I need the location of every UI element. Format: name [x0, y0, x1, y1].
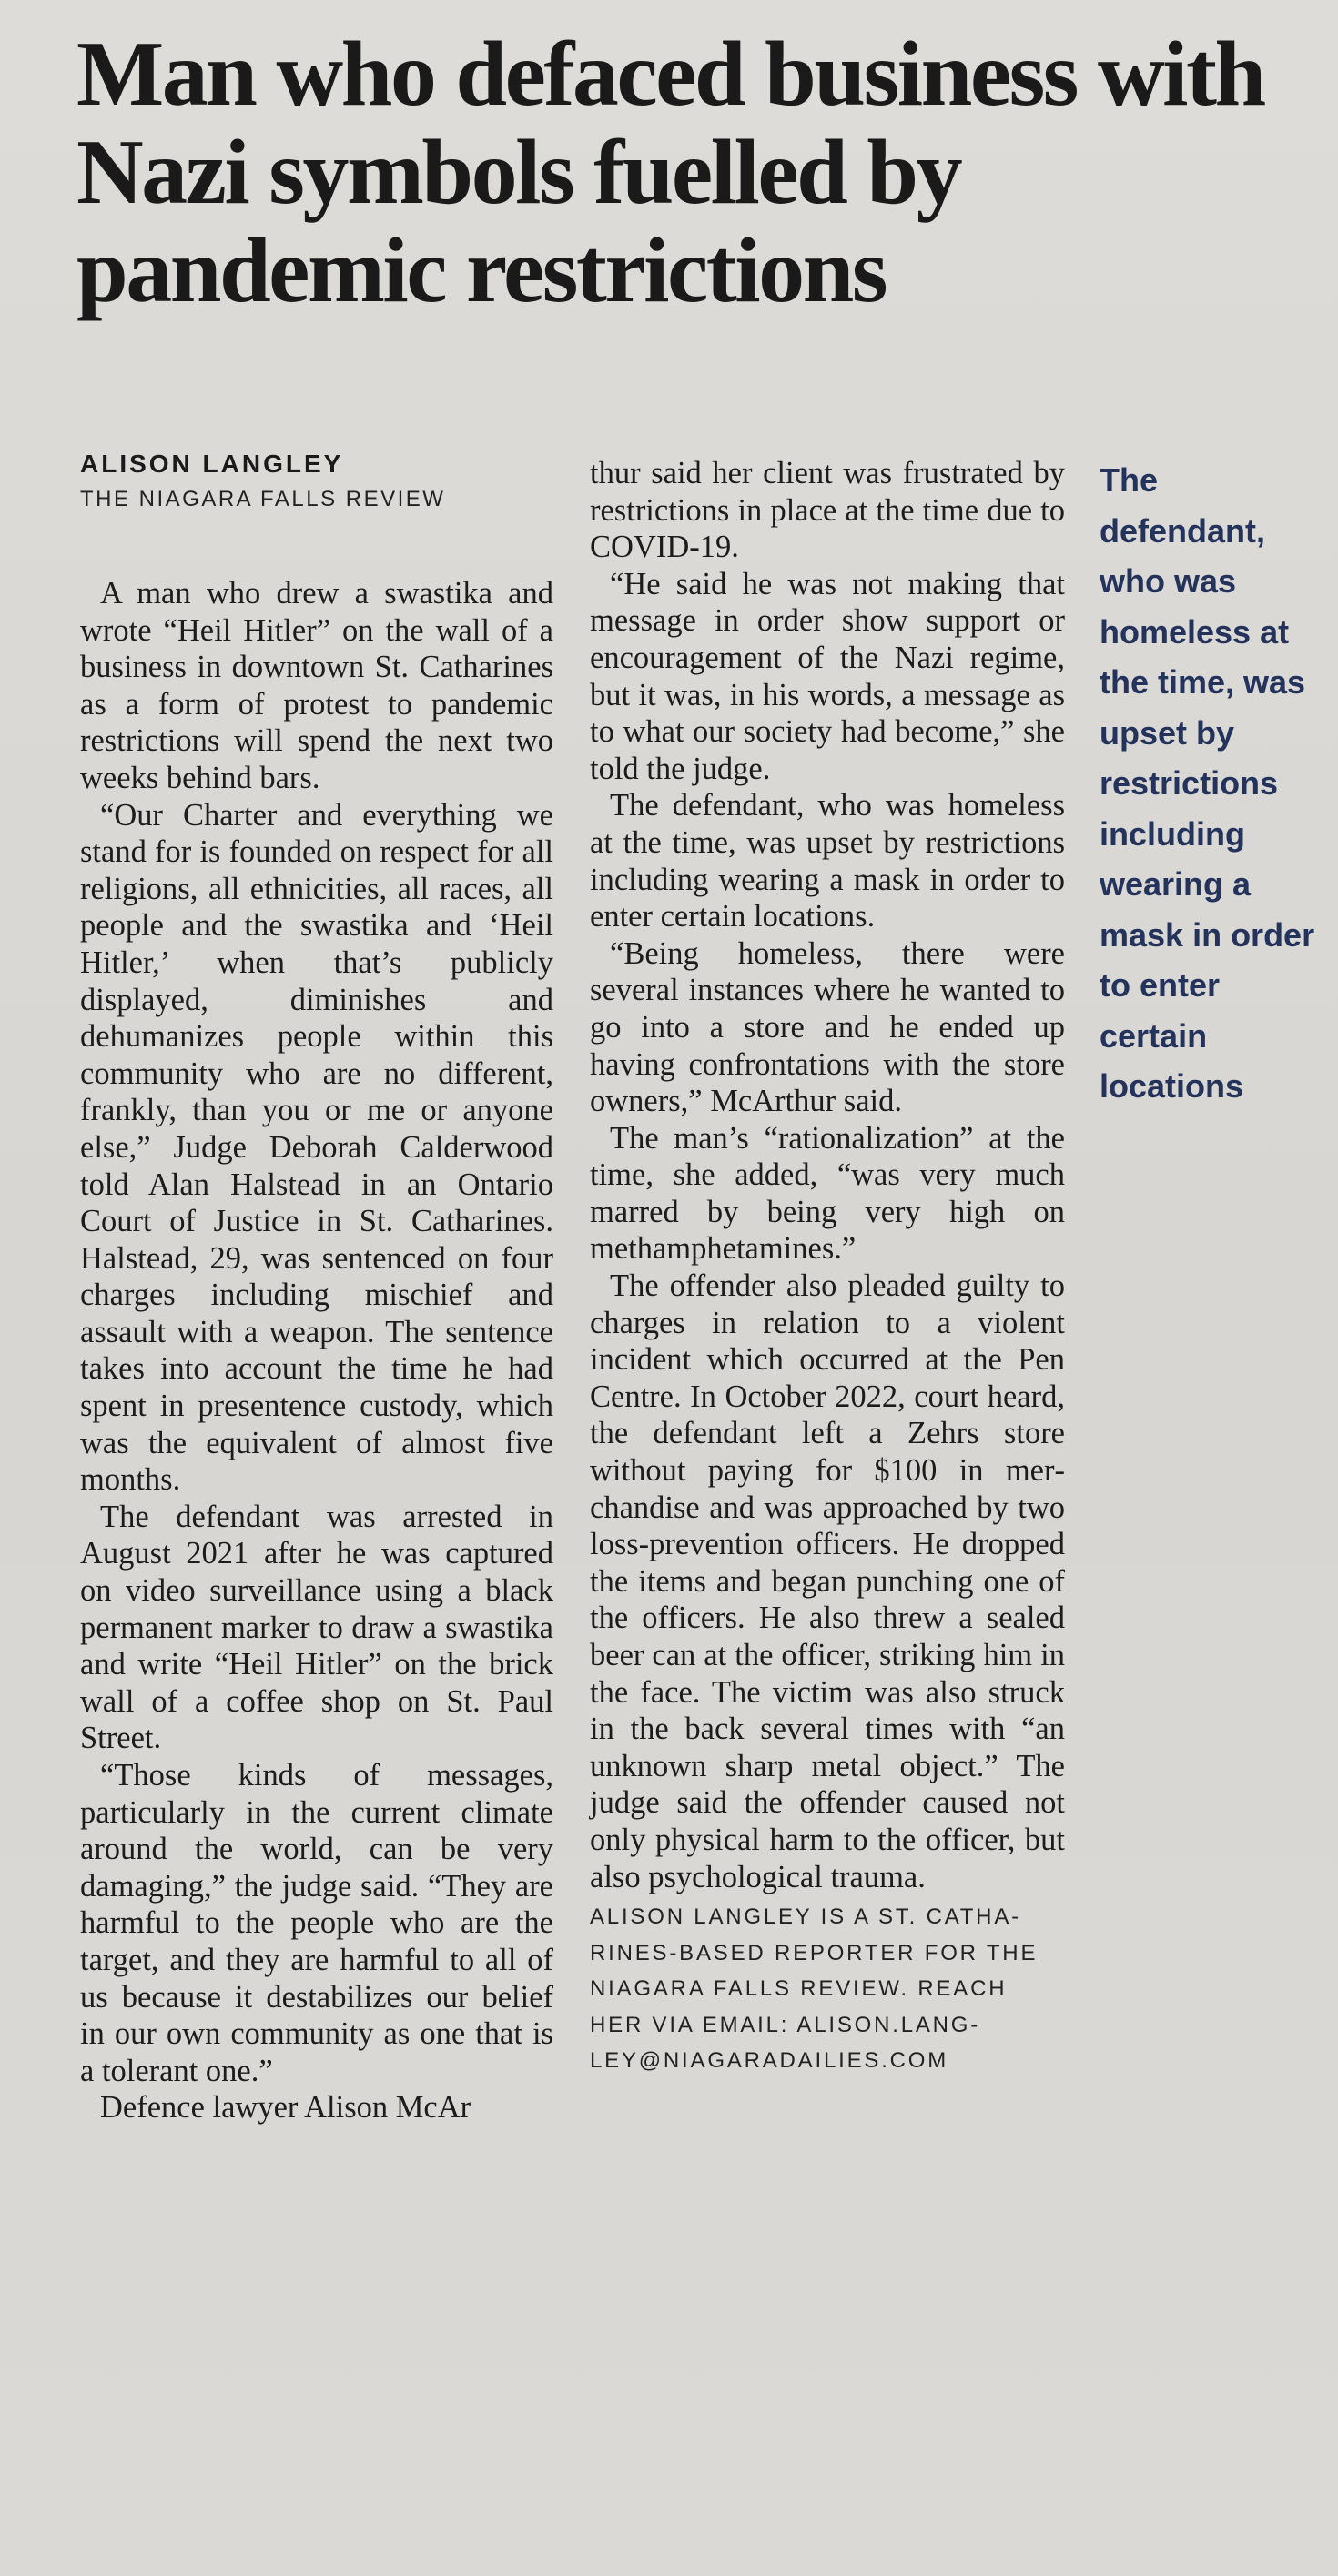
byline-author: ALISON LANGLEY — [80, 450, 344, 478]
paragraph: The man’s “rationalization” at the time, she added, “was very much marred by being very high on methamphetamines.” — [590, 1120, 1065, 1267]
article-column-1 — [80, 575, 553, 2126]
paragraph: thur said her client was frustrated by restrictions in place at the time due to COVID-19. — [590, 456, 1065, 565]
paragraph: The offender also pleaded guilty to charges in relation to a violent incident which occurred at the Pen Centre. In October 2022, court heard, the defendant left a Zehrs store without paying for $100 in merchandise and was approached by two loss-prevention officers. He dropped the items and began punching one of the officers. He also threw a sealed beer can at the officer, striking him in the face. The victim was also struck in the back several times with “an unknown sharp metal object.” The judge said the offender caused not only physical harm to the officer, but also psychological trauma. — [590, 1268, 1065, 1894]
article-column-2 — [590, 455, 1065, 2079]
author-tagline: ALISON LANGLEY IS A ST. CATHARINES-BASED REPORTER FOR THE NIAGARA FALLS REVIEW. REACH HER VIA EMAIL: ALISON.LANGLEY@NIAGARADAILIES.COM — [590, 1904, 1039, 2074]
byline-publication: THE NIAGARA FALLS REVIEW — [80, 487, 446, 511]
paragraph: “Being homeless, there were several instances where he wanted to go into a store and he ended up having confrontations with the store owners,” McArthur said. — [590, 935, 1065, 1119]
paragraph: “Our Charter and everything we stand for is founded on respect for all religions, all ethnicities, all races, all people and the swastika and ‘Heil Hitler,’ when that’s publicly displayed, diminishes and dehumanizes people within this community who are no different, frankly, than you or me or anyone else,” Judge Deborah Calderwood told Alan Halstead in an Ontario Court of Justice in St. Catharines. Halstead, 29, was sentenced on four charges including mischief and assault with a weapon. The sentence takes into account the time he had spent in presentence custody, which was the equivalent of almost five months. — [80, 797, 553, 1498]
headline: Man who defaced business with Nazi symbols fuelled by pandemic restrictions — [76, 23, 1264, 322]
pull-quote: The defendant, who was homeless at the time, was upset by restrictions including wearing a mask in order to enter certain locations — [1100, 461, 1315, 1105]
paragraph: The defendant, who was homeless at the time, was upset by restrictions including wearing a mask in order to enter certain locations. — [590, 788, 1065, 934]
paragraph: Defence lawyer Alison McAr — [100, 2090, 471, 2126]
paragraph: “Those kinds of messages, particularly in the current climate around the world, can be very damaging,” the judge said. “They are harmful to the people who are the target, and they are harmful to all of us because it destabilizes our belief in our own community as one that is a tolerant one.” — [80, 1758, 553, 2088]
byline — [80, 448, 445, 515]
paragraph: A man who drew a swastika and wrote “Heil Hitler” on the wall of a business in downtown St. Catharines as a form of protest to pandemic restrictions will spend the next two weeks behind bars. — [80, 576, 553, 795]
paragraph: The defendant was arrested in August 2021 after he was captured on video surveillance using a black permanent marker to draw a swastika and write “Heil Hitler” on the brick wall of a coffee shop on St. Paul Street. — [80, 1499, 553, 1756]
paragraph: “He said he was not making that message in order show support or encouragement of the Nazi regime, but it was, in his words, a message as to what our society had become,” she told the judge. — [590, 566, 1065, 786]
